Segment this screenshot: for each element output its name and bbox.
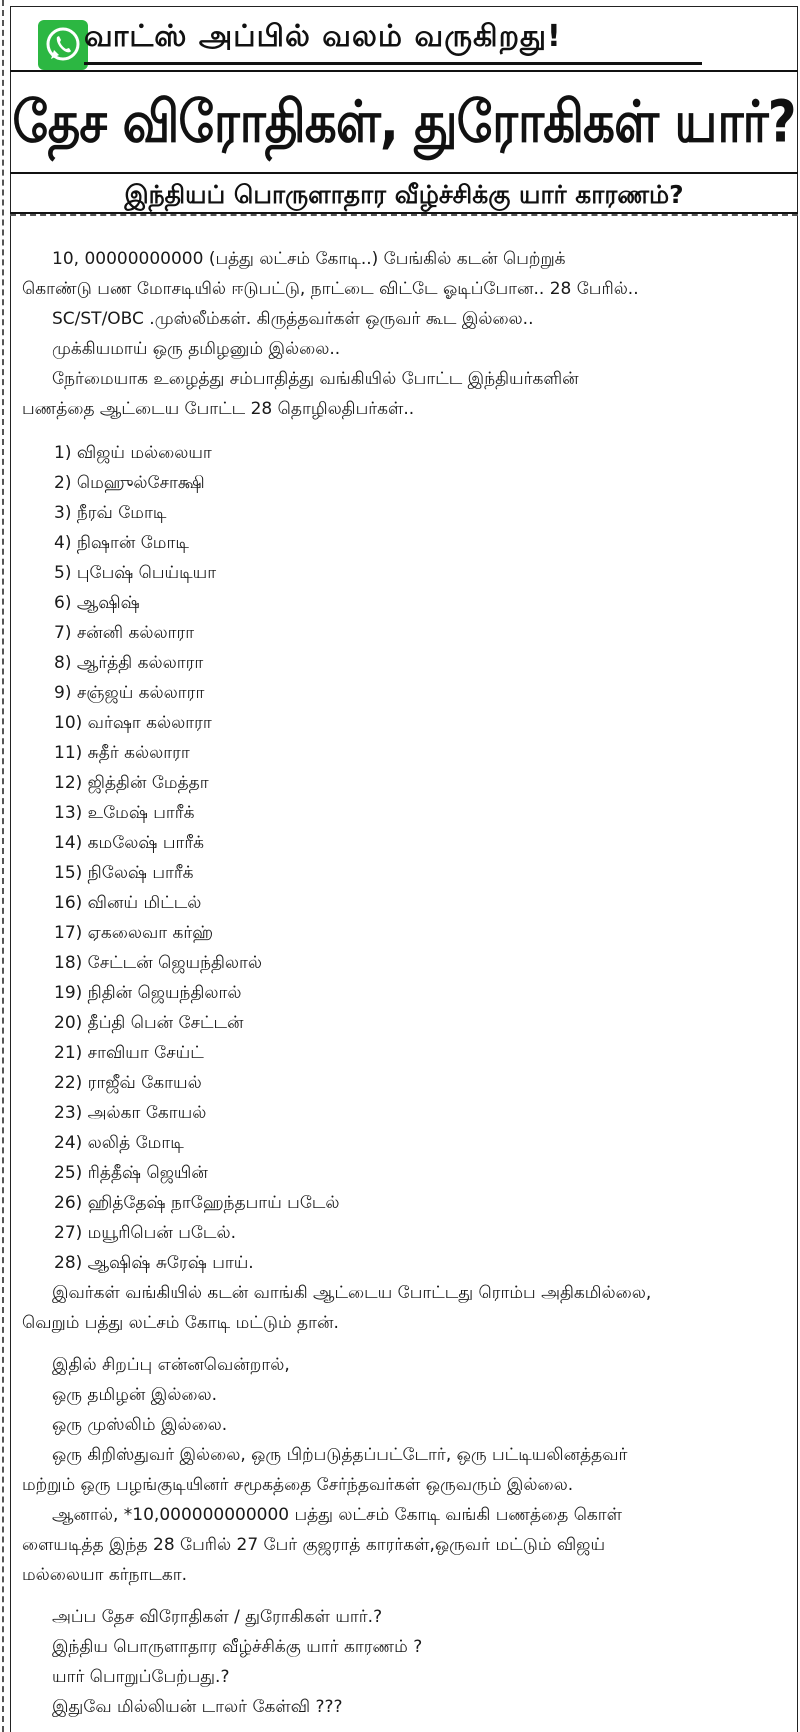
closing-line: இதுவே மில்லியன் டாலர் கேள்வி ??? (52, 1697, 343, 1717)
paragraph-line: ஒரு முஸ்லிம் இல்லை. (52, 1415, 228, 1435)
subheadline: இந்தியப் பொருளாதார வீழ்ச்சிக்கு யார் காரணம்? (124, 180, 684, 209)
paragraph-line: மற்றும் ஒரு பழங்குடியினர் சமூகத்தை சேர்ந்தவர்கள் ஒருவரும் இல்லை. (22, 1475, 574, 1495)
list-item: 6) ஆஷிஷ் (54, 593, 140, 613)
list-item: 20) தீப்தி பென் சேட்டன் (54, 1013, 244, 1033)
paragraph-line: மல்லையா கர்நாடகா. (22, 1565, 188, 1585)
paragraph-line: ளையடித்த இந்த 28 பேரில் 27 பேர் குஜராத் காரர்கள்,ஒருவர் மட்டும் விஜய் (22, 1535, 606, 1555)
closing-line: இந்திய பொருளாதார வீழ்ச்சிக்கு யார் காரணம் ? (52, 1637, 423, 1657)
list-item: 4) நிஷான் மோடி (54, 533, 189, 553)
intro-line: பணத்தை ஆட்டைய போட்ட 28 தொழிலதிபர்கள்.. (22, 399, 415, 419)
headline: தேச விரோதிகள், துரோகிகள் யார்? (12, 88, 796, 156)
paragraph-line: வெறும் பத்து லட்சம் கோடி மட்டும் தான். (22, 1313, 339, 1333)
intro-line: கொண்டு பண மோசடியில் ஈடுபட்டு, நாட்டை விட்டே ஓடிப்போன.. 28 பேரில்.. (22, 279, 639, 299)
list-item: 17) ஏகலைவா கர்ஹ் (54, 923, 214, 943)
header-kicker-row (10, 8, 798, 70)
whatsapp-icon (38, 20, 88, 70)
special-paragraph (22, 1350, 792, 1590)
paragraph-line: ஒரு தமிழன் இல்லை. (52, 1385, 218, 1405)
paragraph-line: ஆனால், *10,000000000000 பத்து லட்சம் கோடி வங்கி பணத்தை கொள் (52, 1505, 623, 1525)
list-item: 11) சுதீர் கல்லாரா (54, 743, 190, 763)
after-list-paragraph (22, 1278, 792, 1338)
closing-line: அப்ப தேச விரோதிகள் / துரோகிகள் யார்.? (52, 1607, 383, 1627)
kicker-underline (84, 62, 702, 65)
list-item: 16) வினய் மிட்டல் (54, 893, 202, 913)
subheadline-box (10, 174, 798, 214)
list-item: 1) விஜய் மல்லையா (54, 443, 212, 463)
spacer (22, 424, 792, 438)
intro-paragraph (22, 244, 792, 424)
list-item: 7) சன்னி கல்லாரா (54, 623, 195, 643)
intro-line: 10, 00000000000 (பத்து லட்சம் கோடி..) பேங்கில் கடன் பெற்றுக் (52, 249, 566, 269)
list-item: 22) ராஜீவ் கோயல் (54, 1073, 202, 1093)
header-kicker: வாட்ஸ் அப்பில் வலம் வருகிறது! (84, 19, 562, 54)
spacer (22, 1590, 792, 1602)
paragraph-line: ஒரு கிறிஸ்துவர் இல்லை, ஒரு பிற்படுத்தப்பட்டோர், ஒரு பட்டியலினத்தவர் (52, 1445, 628, 1465)
closing-line: யார் பொறுப்பேற்பது.? (52, 1667, 230, 1687)
list-item: 5) புபேஷ் பெய்டியா (54, 563, 217, 583)
list-item: 19) நிதின் ஜெயந்திலால் (54, 983, 242, 1003)
list-item: 23) அல்கா கோயல் (54, 1103, 207, 1123)
spacer (22, 1338, 792, 1350)
list-item: 28) ஆஷிஷ் சுரேஷ் பாய். (54, 1253, 254, 1273)
list-item: 12) ஜித்தின் மேத்தா (54, 773, 209, 793)
list-item: 3) நீரவ் மோடி (54, 503, 167, 523)
list-item: 21) சாவியா சேய்ட் (54, 1043, 204, 1063)
list-item: 9) சஞ்ஜய் கல்லாரா (54, 683, 205, 703)
list-item: 18) சேட்டன் ஜெயந்திலால் (54, 953, 263, 973)
left-dashed-border (2, 0, 4, 1732)
subheadline-dashed-rule (10, 214, 798, 216)
headline-box (10, 70, 798, 174)
list-item: 14) கமலேஷ் பாரீக் (54, 833, 205, 853)
intro-line: SC/ST/OBC .முஸ்லீம்கள். கிருத்தவர்கள் ஒருவர் கூட இல்லை.. (52, 309, 534, 329)
list-item: 25) ரித்தீஷ் ஜெயின் (54, 1163, 208, 1183)
list-item: 10) வர்ஷா கல்லாரா (54, 713, 212, 733)
businessmen-list (22, 438, 792, 1278)
list-item: 27) மயூரிபென் படேல். (54, 1223, 236, 1243)
paragraph-line: இதில் சிறப்பு என்னவென்றால், (52, 1355, 290, 1375)
list-item: 2) மெஹுல்சோக்ஷி (54, 473, 205, 493)
list-item: 13) உமேஷ் பாரீக் (54, 803, 195, 823)
list-item: 15) நிலேஷ் பாரீக் (54, 863, 194, 883)
intro-line: முக்கியமாய் ஒரு தமிழனும் இல்லை.. (52, 339, 341, 359)
article-body (22, 244, 792, 1722)
list-item: 8) ஆர்த்தி கல்லாரா (54, 653, 204, 673)
closing-paragraph (22, 1602, 792, 1722)
intro-line: நேர்மையாக உழைத்து சம்பாதித்து வங்கியில் போட்ட இந்தியர்களின் (52, 369, 579, 389)
list-item: 26) ஹித்தேஷ் நாஹேந்தபாய் படேல் (54, 1193, 340, 1213)
list-item: 24) லலித் மோடி (54, 1133, 184, 1153)
paragraph-line: இவர்கள் வங்கியில் கடன் வாங்கி ஆட்டைய போட்டது ரொம்ப அதிகமில்லை, (52, 1283, 652, 1303)
